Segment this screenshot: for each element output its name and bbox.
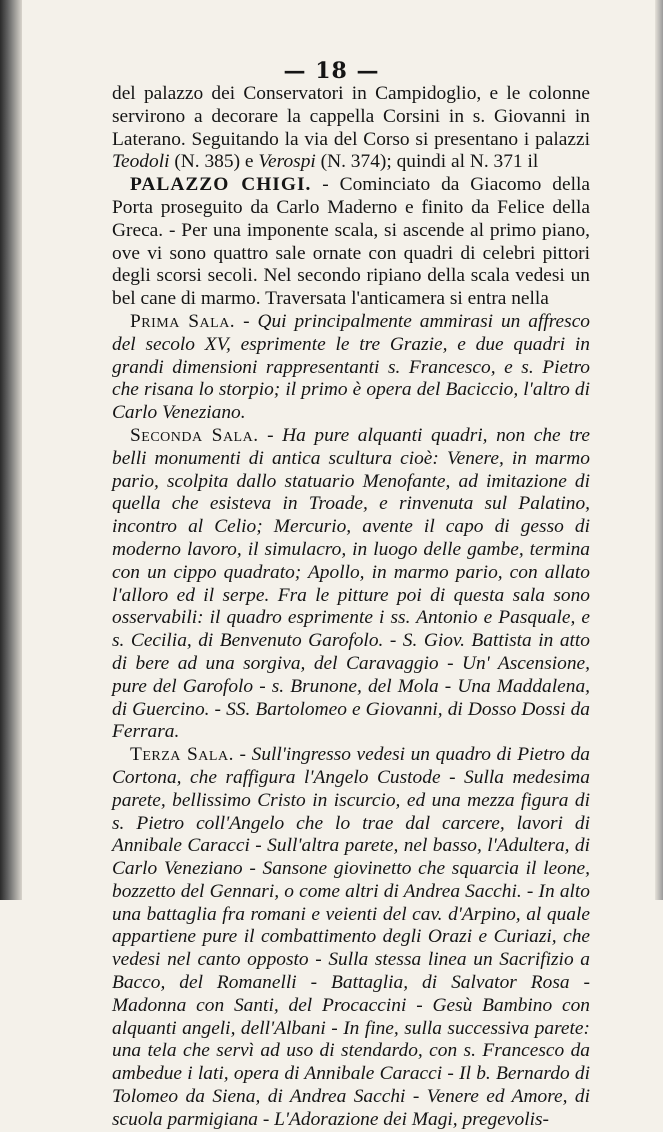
paragraph-terza-sala (112, 744, 590, 1132)
terza-sala-text: Sull'ingresso vedesi un quadro di Pietro da Cortona, che raffigura l'Angelo Custode - Sulla medesima parete, bellissimo Cristo in iscurcio, ed una mezza figura di s. Pietro coll'Angelo che lo trae dal carcere, lavori di Annibale Caracci - Sull'altra parete, nel basso, l'Adultera, di Carlo Veneziano - Sansone giovinetto che squarcia il leone, bozzetto del Gennari, o come altri di Andrea Sacchi. - In alto una battaglia fra romani e veienti del cav. d'Arpino, al quale appartiene pure il combattimento degli Orazi e Curiazi, che vedesi nel canto opposto - Sulla stessa linea un Sacrifizio a Bacco, del Romanelli - Battaglia, di Salvator Rosa - Madonna con Santi, del Procaccini - Gesù Bambino con alquanti angeli, dell'Albani - In fine, sulla successiva parete: una tela che servì ad uso di stendardo, con s. Francesco da ambedue i lati, opera di Annibale Caracci - Il b. Bernardo di Tolomeo da Siena, di Andrea Sacchi - Venere ed Amore, di scuola parmigiana - L'Adorazione dei Magi, pregevolis- (112, 744, 590, 1130)
paragraph-seconda-sala (112, 425, 590, 744)
page-number: — 18 — (283, 58, 380, 84)
section-heading: PALAZZO CHIGI. (130, 174, 312, 196)
intro-text-3: (N. 374); quindi al N. 371 il (315, 151, 539, 173)
room-label-prima: Prima Sala. (130, 310, 236, 332)
intro-text-2: (N. 385) e (169, 151, 259, 173)
palazzo-teodoli: Teodoli (112, 151, 170, 173)
paragraph-intro (112, 83, 590, 174)
dash-separator: - (233, 744, 252, 766)
room-label-terza: Terza Sala. (130, 744, 234, 766)
palazzo-chigi-text: - Cominciato da Giacomo della Porta proseguito da Carlo Maderno e finito da Felice della Greca. - Per una imponente scala, si ascende al primo piano, ove vi sono quattro sale ornate con quadri di celebri pittori degli scorsi secoli. Nel secondo ripiano della scala vedesi un bel cane di marmo. Traversata l'anticamera si entra nella (112, 174, 590, 310)
dash-separator: - (258, 424, 283, 446)
book-gutter-shadow (0, 0, 22, 900)
page-edge (655, 0, 663, 900)
page-body (112, 83, 590, 1132)
seconda-sala-text: Ha pure alquanti quadri, non che tre belli monumenti di antica scultura cioè: Venere, in marmo pario, scolpita dallo statuario Menofante, ad imitazione di quella che esisteva in Troade, e rinvenuta sul Palatino, incontro al Celio; Mercurio, avente il capo di gesso di moderno lavoro, il simulacro, in luogo delle gambe, termina con un cippo quadrato; Apollo, in marmo pario, con allato l'alloro ed il serpe. Fra le pitture poi di questa sala sono osservabili: il quadro esprimente i ss. Antonio e Pasquale, e s. Cecilia, di Benvenuto Garofolo. - S. Giov. Battista in atto di bere ad una sorgiva, del Caravaggio - Un' Ascensione, pure del Garofolo - s. Brunone, del Mola - Una Maddalena, di Guercino. - SS. Bartolomeo e Giovanni, di Dosso Dossi da Ferrara. (112, 424, 590, 743)
dash-separator: - (235, 310, 258, 332)
paragraph-prima-sala (112, 311, 590, 425)
prima-sala-text: Qui principalmente ammirasi un affresco del secolo XV, esprimente le tre Grazie, e due quadri in grandi dimensioni rappresentanti s. Francesco, e s. Pietro che risana lo storpio; il primo è opera del Baciccio, l'altro di Carlo Veneziano. (112, 310, 591, 424)
room-label-seconda: Seconda Sala. (130, 424, 259, 446)
intro-text-1: del palazzo dei Conservatori in Campidoglio, e le colonne servirono a decorare la cappella Corsini in s. Giovanni in Laterano. Seguitando la via del Corso si presentano i palazzi (112, 83, 590, 150)
paragraph-palazzo-chigi (112, 174, 590, 311)
palazzo-verospi: Verospi (258, 151, 316, 173)
